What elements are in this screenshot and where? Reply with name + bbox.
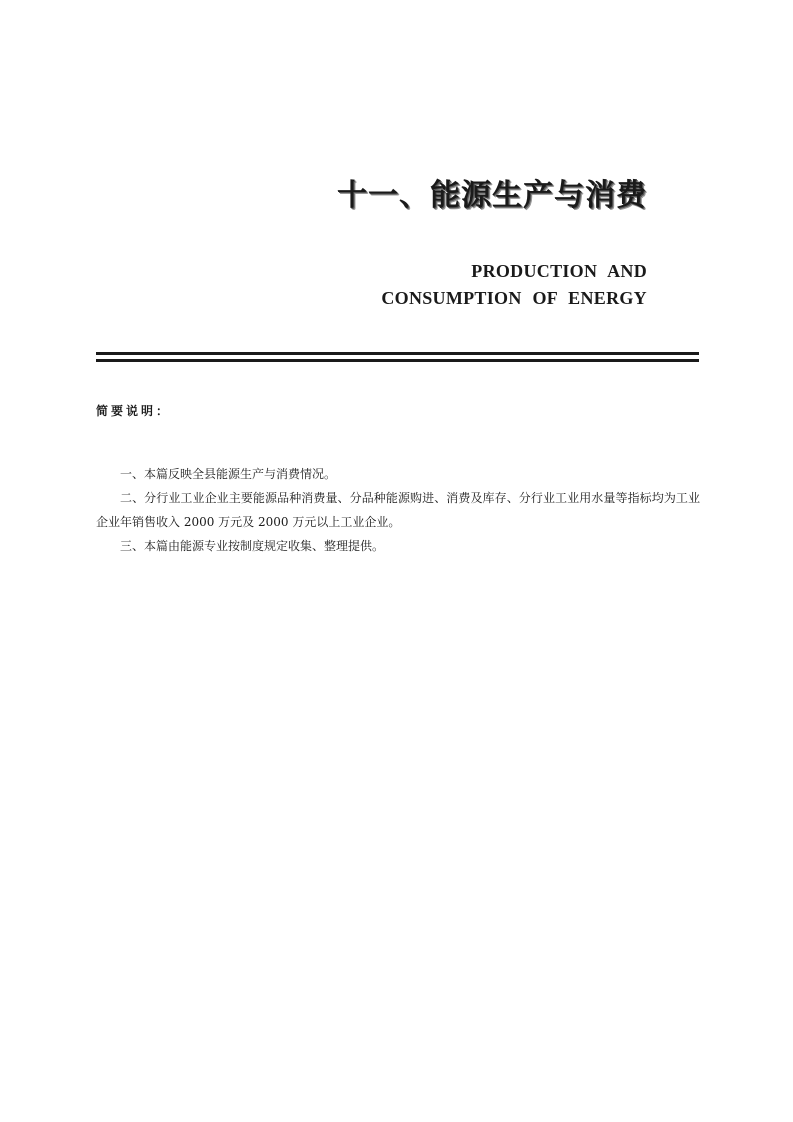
note-item-1: 一、本篇反映全县能源生产与消费情况。 xyxy=(120,467,337,481)
english-title-line-2: CONSUMPTION OF ENERGY xyxy=(381,288,647,308)
chapter-title: 十一、能源生产与消费 xyxy=(337,178,647,213)
notes-body xyxy=(96,462,700,558)
note-item-3: 三、本篇由能源专业按制度规定收集、整理提供。 xyxy=(120,539,385,553)
english-title xyxy=(381,258,647,312)
notes-heading: 简要说明： xyxy=(96,404,172,418)
english-title-line-1: PRODUCTION AND xyxy=(471,261,647,281)
title-divider-thick xyxy=(96,352,699,355)
title-divider-thin xyxy=(96,359,699,362)
note-item-2: 二、分行业工业企业主要能源品种消费量、分品种能源购进、消费及库存、分行业工业用水量等指标均为工业企业年销售收入 2000 万元及 2000 万元以上工业企业。 xyxy=(96,491,700,529)
